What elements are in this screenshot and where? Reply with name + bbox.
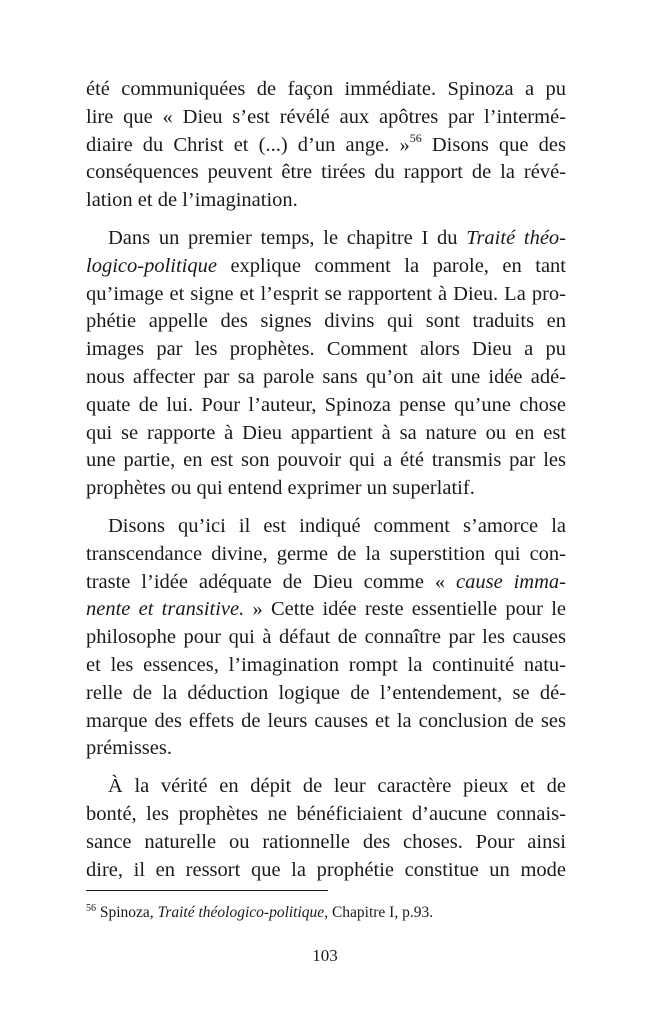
- text-line: et les essences, l’imagination rompt la continuité natu-: [86, 653, 566, 676]
- text-run: Dans un premier temps, le chapitre I du: [108, 226, 467, 249]
- footnote-number: 56: [86, 903, 96, 914]
- paragraph-4: [86, 773, 566, 884]
- text-line: [86, 225, 566, 253]
- text-line: bonté, les prophètes ne bénéficiaient d’aucune connais-: [86, 802, 566, 825]
- text-line: images par les prophètes. Comment alors Dieu a pu: [86, 338, 566, 361]
- text-run: explique comment la parole, en tant: [216, 254, 566, 277]
- paragraph-2: [86, 225, 566, 503]
- paragraph-1: [86, 76, 566, 215]
- text-line: prophètes ou qui entend exprimer un superlatif.: [86, 477, 475, 500]
- footnote-title: Traité théologico-politique: [157, 904, 325, 921]
- italic-quote: cause imma-: [456, 570, 566, 593]
- text-line: qu’image et signe et l’esprit se rapportent à Dieu. La pro-: [86, 282, 566, 305]
- text-line: marque des effets de leurs causes et la conclusion de ses: [86, 709, 566, 732]
- text-line: nous affecter par sa parole sans qu’on ait une idée adé-: [86, 365, 566, 388]
- footnote-reference: 56: [409, 130, 422, 145]
- text-run: Disons que des: [421, 133, 566, 156]
- text-line: lire que « Dieu s’est révélé aux apôtres par l’intermé-: [86, 105, 566, 128]
- text-run: diaire du Christ et (...) d’un ange. »: [86, 133, 410, 156]
- text-line: [86, 253, 566, 281]
- italic-title: logico-politique: [86, 254, 217, 277]
- text-line: [86, 596, 566, 624]
- text-line: Disons qu’ici il est indiqué comment s’amorce la: [108, 514, 566, 537]
- text-line: conséquences peuvent être tirées du rapport de la révé-: [86, 161, 566, 184]
- text-line: relle de la déduction logique de l’entendement, se dé-: [86, 681, 566, 704]
- text-line: phétie appelle des signes divins qui sont traduits en: [86, 310, 566, 333]
- text-line: À la vérité en dépit de leur caractère pieux et de: [108, 775, 566, 798]
- text-line: sance naturelle ou rationnelle des choses. Pour ainsi: [86, 830, 566, 853]
- footnote: [86, 903, 566, 923]
- text-run: traste l’idée adéquate de Dieu comme «: [86, 570, 457, 593]
- footnote-reference-text: , Chapitre I, p.93.: [324, 904, 434, 921]
- text-line: qui se rapporte à Dieu appartient à sa nature ou en est: [86, 421, 566, 444]
- page-number: 103: [312, 946, 338, 965]
- body-text: [86, 76, 566, 884]
- footnote-divider: [86, 890, 328, 891]
- text-line: quate de lui. Pour l’auteur, Spinoza pense qu’une chose: [86, 393, 566, 416]
- text-line: prémisses.: [86, 737, 172, 760]
- text-line: transcendance divine, germe de la superstition qui con-: [86, 542, 566, 565]
- text-line: été communiquées de façon immédiate. Spinoza a pu: [86, 78, 566, 100]
- text-line: [86, 569, 566, 597]
- text-line: [86, 132, 566, 160]
- text-line: philosophe pour qui à défaut de connaître par les causes: [86, 626, 566, 649]
- paragraph-3: [86, 513, 566, 763]
- italic-title: Traité théo-: [466, 226, 566, 249]
- text-line: dire, il en ressort que la prophétie constitue un mode: [86, 858, 566, 881]
- text-line: une partie, en est son pouvoir qui a été transmis par les: [86, 449, 566, 472]
- italic-quote: nente et transitive.: [86, 598, 245, 621]
- text-line: lation et de l’imagination.: [86, 189, 298, 212]
- footnote-author: Spinoza,: [96, 904, 158, 921]
- text-run: » Cette idée reste essentielle pour le: [244, 598, 567, 621]
